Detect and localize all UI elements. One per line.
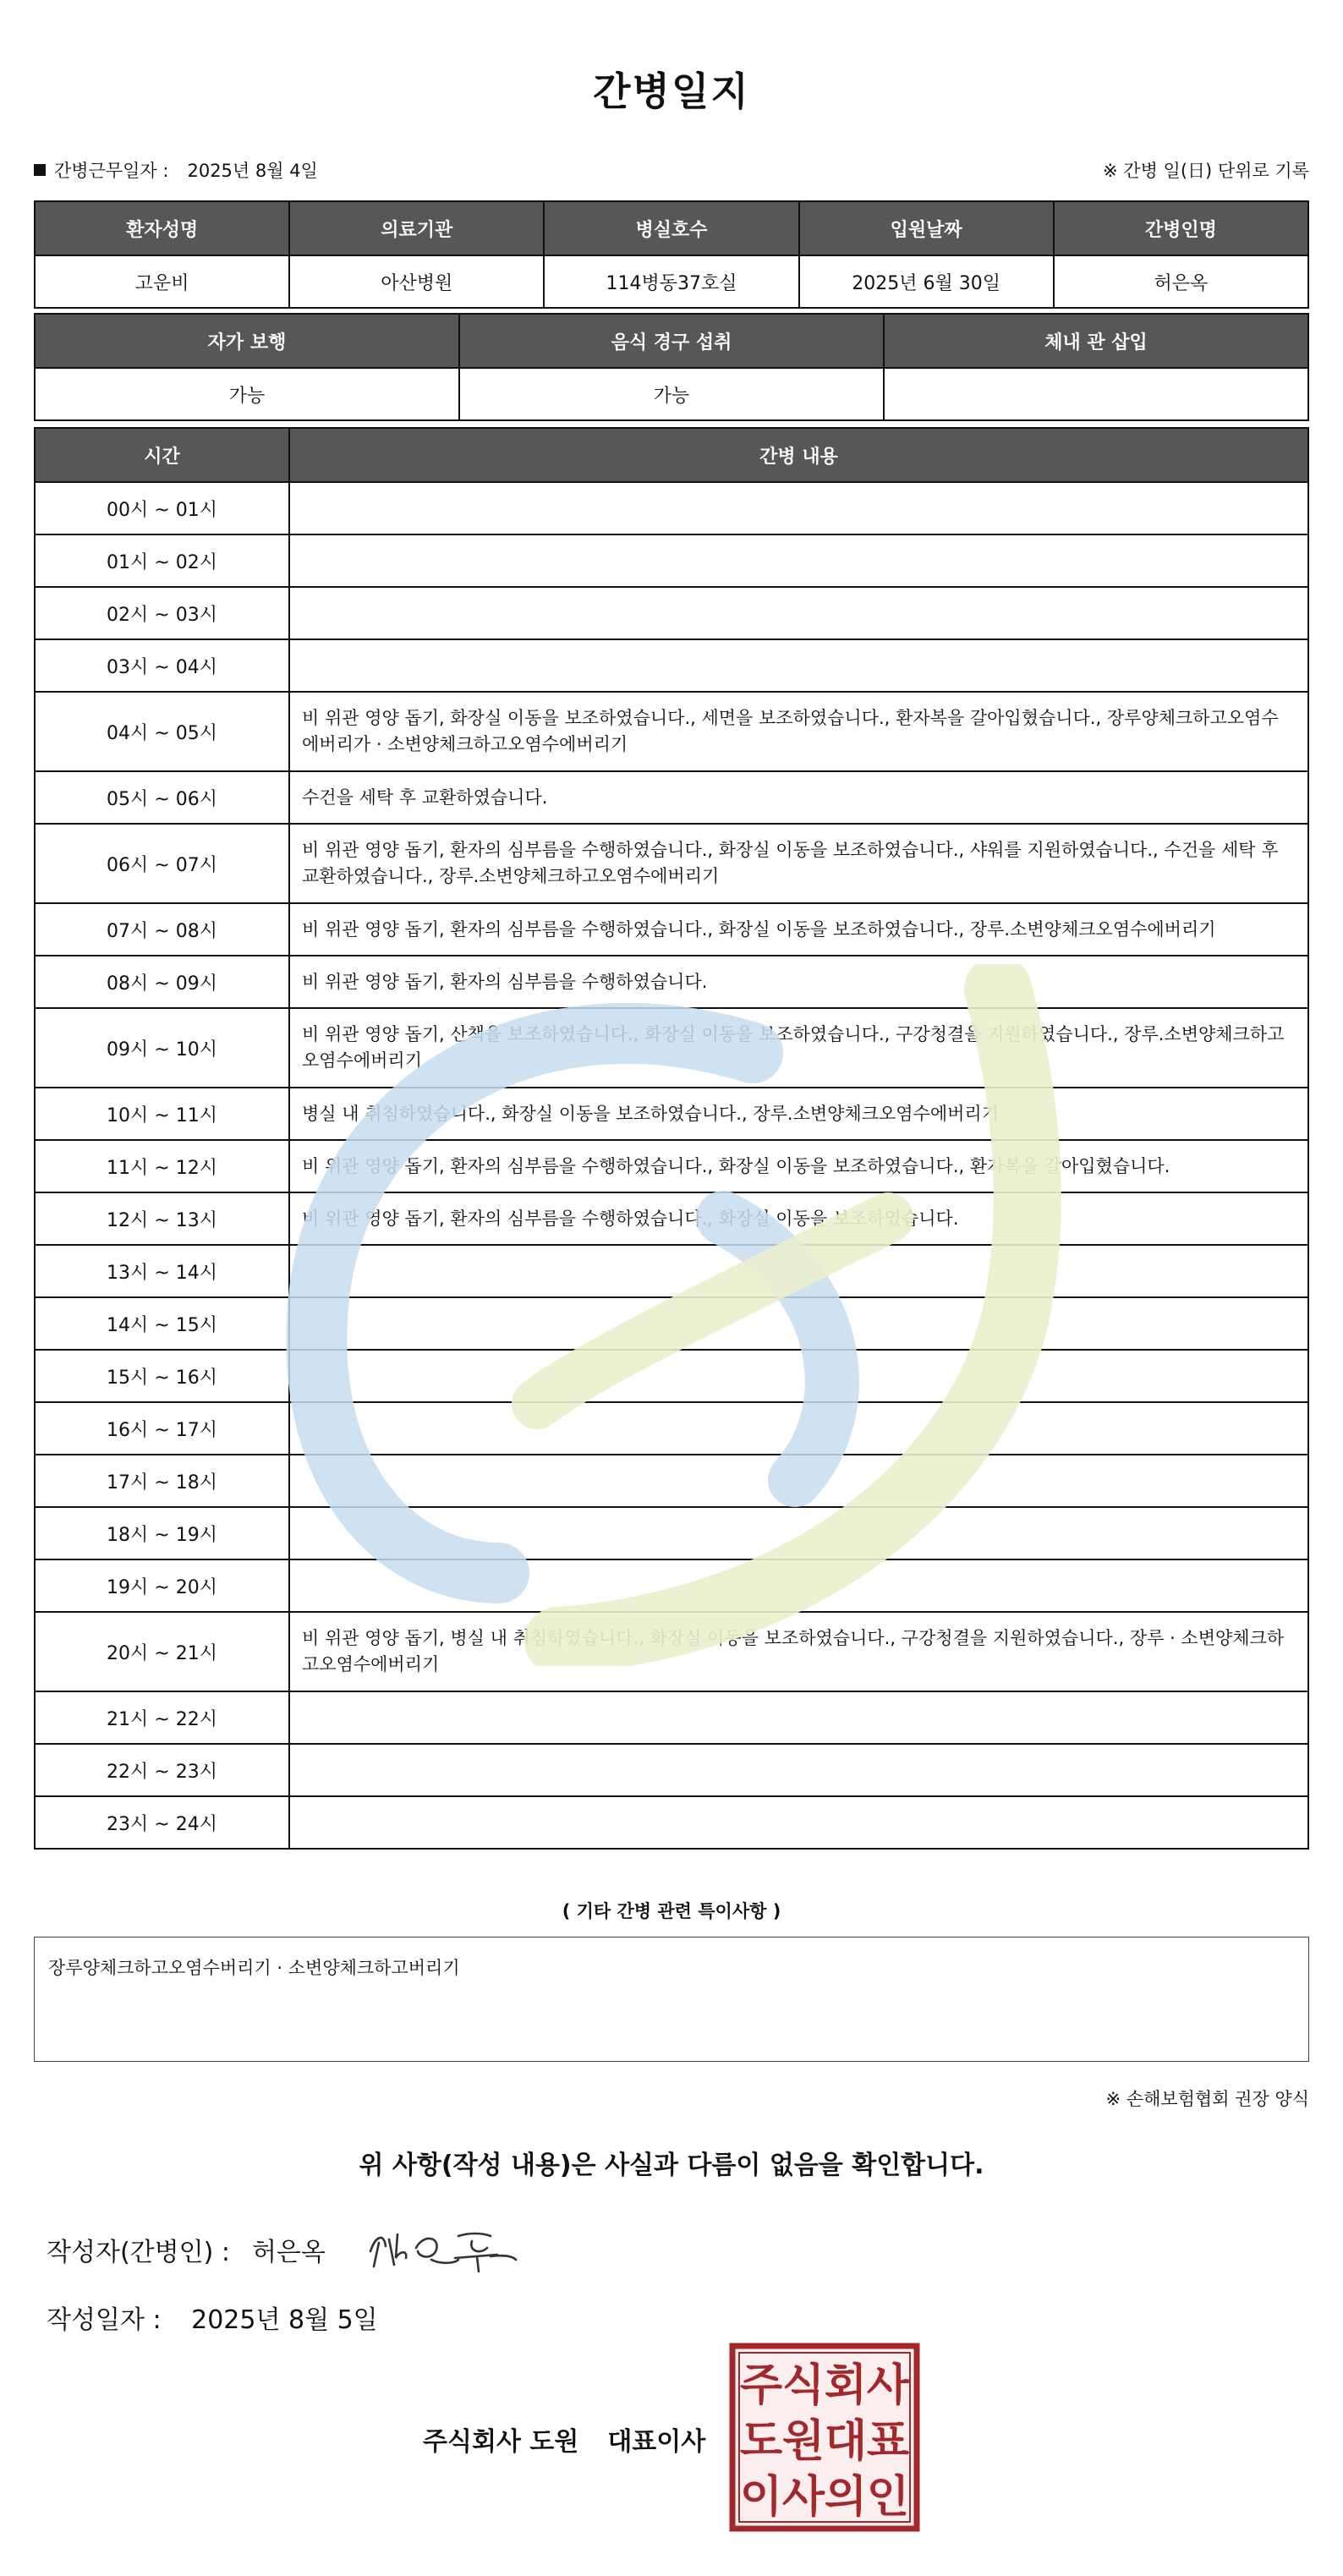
log-time: 04시 ~ 05시 bbox=[35, 692, 289, 771]
log-content: 비 위관 영양 돕기, 산책을 보조하였습니다., 화장실 이동을 보조하였습니다., 구강청결을 지원하였습니다., 장루.소변양체크하고오염수에버리기 bbox=[289, 1008, 1308, 1088]
seal-glyph: 의 bbox=[824, 2472, 868, 2523]
work-date-label: 간병근무일자 : bbox=[54, 161, 169, 181]
log-content: 비 위관 영양 돕기, 화장실 이동을 보조하였습니다., 세면을 보조하였습니다., 환자복을 갈아입혔습니다., 장루양체크하고오염수에버리가 · 소변양체크하고오염수에버리기 bbox=[289, 692, 1308, 771]
log-content bbox=[289, 1744, 1308, 1796]
log-row bbox=[35, 1192, 1308, 1245]
log-row bbox=[35, 1612, 1308, 1691]
writer-label: 작성자(간병인) : bbox=[47, 2238, 230, 2267]
log-row bbox=[35, 1402, 1308, 1455]
log-content: 비 위관 영양 돕기, 병실 내 취침하였습니다., 화장실 이동을 보조하였습니다., 구강청결을 지원하였습니다., 장루 · 소변양체크하고오염수에버리기 bbox=[289, 1612, 1308, 1691]
patient-name: 고운비 bbox=[35, 255, 289, 308]
log-time: 17시 ~ 18시 bbox=[35, 1455, 289, 1507]
header-time: 시간 bbox=[35, 428, 289, 482]
log-content: 비 위관 영양 돕기, 환자의 심부름을 수행하였습니다., 화장실 이동을 보조하였습니다., 환자복을 갈아입혔습니다. bbox=[289, 1140, 1308, 1192]
tube-insertion-value bbox=[884, 368, 1308, 420]
log-row bbox=[35, 1350, 1308, 1402]
seal-glyph: 표 bbox=[866, 2416, 910, 2467]
notes-title: ( 기타 간병 관련 특이사항 ) bbox=[562, 1901, 781, 1921]
unit-note: ※ 간병 일(日) 단위로 기록 bbox=[1103, 161, 1309, 181]
log-time: 10시 ~ 11시 bbox=[35, 1088, 289, 1140]
writer-row bbox=[47, 2231, 326, 2268]
log-time: 20시 ~ 21시 bbox=[35, 1612, 289, 1691]
log-time: 11시 ~ 12시 bbox=[35, 1140, 289, 1192]
log-row bbox=[35, 1744, 1308, 1796]
work-date-value: 2025년 8월 4일 bbox=[187, 161, 318, 181]
log-row bbox=[35, 1455, 1308, 1507]
seal-glyph: 대 bbox=[824, 2416, 868, 2467]
admission-date: 2025년 6월 30일 bbox=[799, 255, 1054, 308]
log-row bbox=[35, 534, 1308, 587]
company-seal-stamp bbox=[729, 2343, 920, 2532]
log-row bbox=[35, 1796, 1308, 1849]
log-row bbox=[35, 1088, 1308, 1140]
header-patient-name: 환자성명 bbox=[35, 201, 289, 255]
log-content: 비 위관 영양 돕기, 환자의 심부름을 수행하였습니다., 화장실 이동을 보조하였습니다., 샤워를 지원하였습니다., 수건을 세탁 후 교환하였습니다., 장루.소변양체크하고오염수에버리기 bbox=[289, 824, 1308, 903]
log-content bbox=[289, 1507, 1308, 1559]
log-row bbox=[35, 1507, 1308, 1559]
seal-glyph: 원 bbox=[781, 2416, 825, 2467]
log-row bbox=[35, 771, 1308, 824]
association-note: ※ 손해보험협회 권장 양식 bbox=[1105, 2089, 1309, 2109]
company-row bbox=[423, 2420, 705, 2458]
hospital: 아산병원 bbox=[289, 255, 544, 308]
log-time: 21시 ~ 22시 bbox=[35, 1691, 289, 1744]
log-row bbox=[35, 1691, 1308, 1744]
self-walking-value: 가능 bbox=[35, 368, 459, 420]
log-header-row bbox=[35, 428, 1308, 482]
log-row bbox=[35, 824, 1308, 903]
company-name: 주식회사 도원 bbox=[423, 2427, 579, 2457]
log-time: 00시 ~ 01시 bbox=[35, 482, 289, 534]
log-time: 06시 ~ 07시 bbox=[35, 824, 289, 903]
log-time: 19시 ~ 20시 bbox=[35, 1559, 289, 1612]
log-row bbox=[35, 903, 1308, 956]
header-care-content: 간병 내용 bbox=[289, 428, 1308, 482]
written-date-row bbox=[47, 2299, 378, 2336]
log-time: 07시 ~ 08시 bbox=[35, 903, 289, 956]
log-time: 23시 ~ 24시 bbox=[35, 1796, 289, 1849]
header-caregiver-name: 간병인명 bbox=[1054, 201, 1308, 255]
log-content: 비 위관 영양 돕기, 환자의 심부름을 수행하였습니다., 화장실 이동을 보조하였습니다., 장루.소변양체크오염수에버리기 bbox=[289, 903, 1308, 956]
seal-glyph: 사 bbox=[781, 2472, 825, 2523]
log-body bbox=[35, 482, 1308, 1849]
log-row bbox=[35, 1297, 1308, 1350]
log-content bbox=[289, 1559, 1308, 1612]
header-self-walking: 자가 보행 bbox=[35, 314, 459, 368]
log-row bbox=[35, 956, 1308, 1008]
log-time: 15시 ~ 16시 bbox=[35, 1350, 289, 1402]
header-tube-insertion: 체내 관 삽입 bbox=[884, 314, 1308, 368]
log-content bbox=[289, 1402, 1308, 1455]
log-content bbox=[289, 534, 1308, 587]
log-content: 비 위관 영양 돕기, 환자의 심부름을 수행하였습니다., 화장실 이동을 보조하였습니다. bbox=[289, 1192, 1308, 1245]
log-content bbox=[289, 482, 1308, 534]
header-oral-intake: 음식 경구 섭취 bbox=[459, 314, 884, 368]
log-content bbox=[289, 1796, 1308, 1849]
header-room: 병실호수 bbox=[544, 201, 798, 255]
document-title: 간병일지 bbox=[593, 69, 750, 114]
log-time: 08시 ~ 09시 bbox=[35, 956, 289, 1008]
log-row bbox=[35, 692, 1308, 771]
log-row bbox=[35, 1559, 1308, 1612]
log-time: 12시 ~ 13시 bbox=[35, 1192, 289, 1245]
seal-glyph: 주 bbox=[739, 2360, 783, 2411]
log-content bbox=[289, 1691, 1308, 1744]
notes-text: 장루양체크하고오염수버리기 · 소변양체크하고버리기 bbox=[48, 1958, 460, 1978]
status-value-row bbox=[35, 368, 1308, 420]
log-content bbox=[289, 639, 1308, 692]
patient-info-table bbox=[34, 200, 1309, 309]
log-content: 비 위관 영양 돕기, 환자의 심부름을 수행하였습니다. bbox=[289, 956, 1308, 1008]
work-date bbox=[34, 157, 318, 183]
seal-glyph: 회 bbox=[824, 2360, 868, 2411]
seal-glyph: 식 bbox=[781, 2360, 825, 2411]
patient-header-row bbox=[35, 201, 1308, 255]
room-number: 114병동37호실 bbox=[544, 255, 798, 308]
log-row bbox=[35, 1140, 1308, 1192]
confirmation-statement: 위 사항(작성 내용)은 사실과 다름이 없음을 확인합니다. bbox=[359, 2151, 984, 2180]
caregiver-name: 허은옥 bbox=[1054, 255, 1308, 308]
log-content bbox=[289, 587, 1308, 639]
log-time: 18시 ~ 19시 bbox=[35, 1507, 289, 1559]
log-time: 01시 ~ 02시 bbox=[35, 534, 289, 587]
log-time: 22시 ~ 23시 bbox=[35, 1744, 289, 1796]
status-header-row bbox=[35, 314, 1308, 368]
oral-intake-value: 가능 bbox=[459, 368, 884, 420]
log-row bbox=[35, 639, 1308, 692]
log-time: 02시 ~ 03시 bbox=[35, 587, 289, 639]
writer-name: 허은옥 bbox=[251, 2238, 326, 2267]
log-content: 수건을 세탁 후 교환하였습니다. bbox=[289, 771, 1308, 824]
written-date-value: 2025년 8월 5일 bbox=[191, 2305, 378, 2335]
written-date-label: 작성일자 : bbox=[47, 2305, 162, 2335]
log-content bbox=[289, 1350, 1308, 1402]
patient-status-table bbox=[34, 313, 1309, 421]
signature-image bbox=[364, 2217, 520, 2277]
log-time: 13시 ~ 14시 bbox=[35, 1245, 289, 1297]
care-log-table bbox=[34, 427, 1309, 1850]
meta-row bbox=[34, 157, 1309, 183]
seal-glyph: 이 bbox=[739, 2472, 783, 2523]
log-row bbox=[35, 482, 1308, 534]
bullet-square-icon bbox=[34, 164, 46, 176]
seal-glyph: 사 bbox=[866, 2360, 910, 2411]
notes-box bbox=[34, 1937, 1309, 2062]
header-admission-date: 입원날짜 bbox=[799, 201, 1054, 255]
log-time: 16시 ~ 17시 bbox=[35, 1402, 289, 1455]
log-time: 05시 ~ 06시 bbox=[35, 771, 289, 824]
log-time: 03시 ~ 04시 bbox=[35, 639, 289, 692]
log-time: 09시 ~ 10시 bbox=[35, 1008, 289, 1088]
log-time: 14시 ~ 15시 bbox=[35, 1297, 289, 1350]
log-row bbox=[35, 587, 1308, 639]
log-content bbox=[289, 1297, 1308, 1350]
log-content: 병실 내 취침하였습니다., 화장실 이동을 보조하였습니다., 장루.소변양체크오염수에버리기 bbox=[289, 1088, 1308, 1140]
patient-value-row bbox=[35, 255, 1308, 308]
log-row bbox=[35, 1245, 1308, 1297]
header-hospital: 의료기관 bbox=[289, 201, 544, 255]
seal-glyph: 도 bbox=[739, 2416, 783, 2467]
seal-glyph: 인 bbox=[866, 2472, 910, 2523]
log-content bbox=[289, 1245, 1308, 1297]
log-row bbox=[35, 1008, 1308, 1088]
company-representative-title: 대표이사 bbox=[607, 2427, 706, 2457]
log-content bbox=[289, 1455, 1308, 1507]
